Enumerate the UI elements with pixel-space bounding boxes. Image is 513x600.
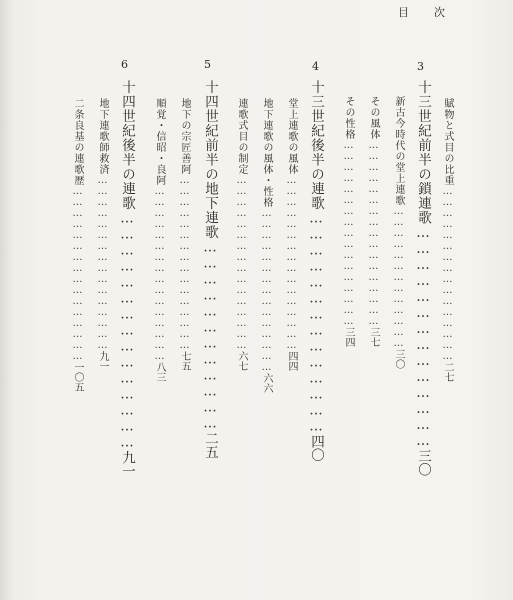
toc-section-entry[interactable]: その性格……………………………………………三四 — [343, 96, 354, 347]
chapter-number: 4 — [312, 60, 319, 73]
chapter-number: 6 — [121, 58, 128, 71]
toc-chapter-entry[interactable]: 十三世紀後半の連歌……………………………………四〇 — [308, 80, 324, 462]
toc-chapter-entry[interactable]: 十四世紀後半の連歌………………………………………九一 — [119, 80, 135, 478]
toc-section-entry[interactable]: 二条良基の連歌歴…………………………………………一〇五 — [72, 98, 83, 392]
toc-chapter-entry[interactable]: 十四世紀前半の地下連歌………………………………二五 — [202, 80, 218, 459]
page-gutter-shadow — [0, 0, 14, 600]
toc-section-entry[interactable]: 地下の宗匠善阿…………………………………………七五 — [179, 98, 190, 371]
chapter-number: 5 — [204, 58, 211, 71]
toc-section-entry[interactable]: 連歌式目の制定…………………………………………六七 — [236, 98, 247, 371]
header-mokuji-2: 次 — [434, 6, 446, 19]
header-mokuji-1: 目 — [398, 6, 410, 19]
toc-section-entry[interactable]: 新古今時代の堂上連歌…………………………………三〇 — [393, 96, 404, 369]
toc-section-entry[interactable]: 地下連歌師救済…………………………………………九一 — [97, 98, 108, 371]
chapter-number: 3 — [417, 60, 424, 73]
toc-chapter-entry[interactable]: 十三世紀前半の鎖連歌……………………………………三〇 — [415, 80, 431, 476]
toc-section-entry[interactable]: 地下連歌の風体・性格………………………………………六六 — [261, 98, 272, 393]
toc-section-entry[interactable]: 順覚・信昭・良阿…………………………………………八三 — [154, 98, 165, 382]
toc-section-entry[interactable]: 堂上連歌の風体…………………………………………四四 — [286, 98, 297, 371]
toc-section-entry[interactable]: 賦物と式目の比重…………………………………………二七 — [442, 98, 453, 382]
toc-section-entry[interactable]: その風体……………………………………………三七 — [368, 96, 379, 347]
